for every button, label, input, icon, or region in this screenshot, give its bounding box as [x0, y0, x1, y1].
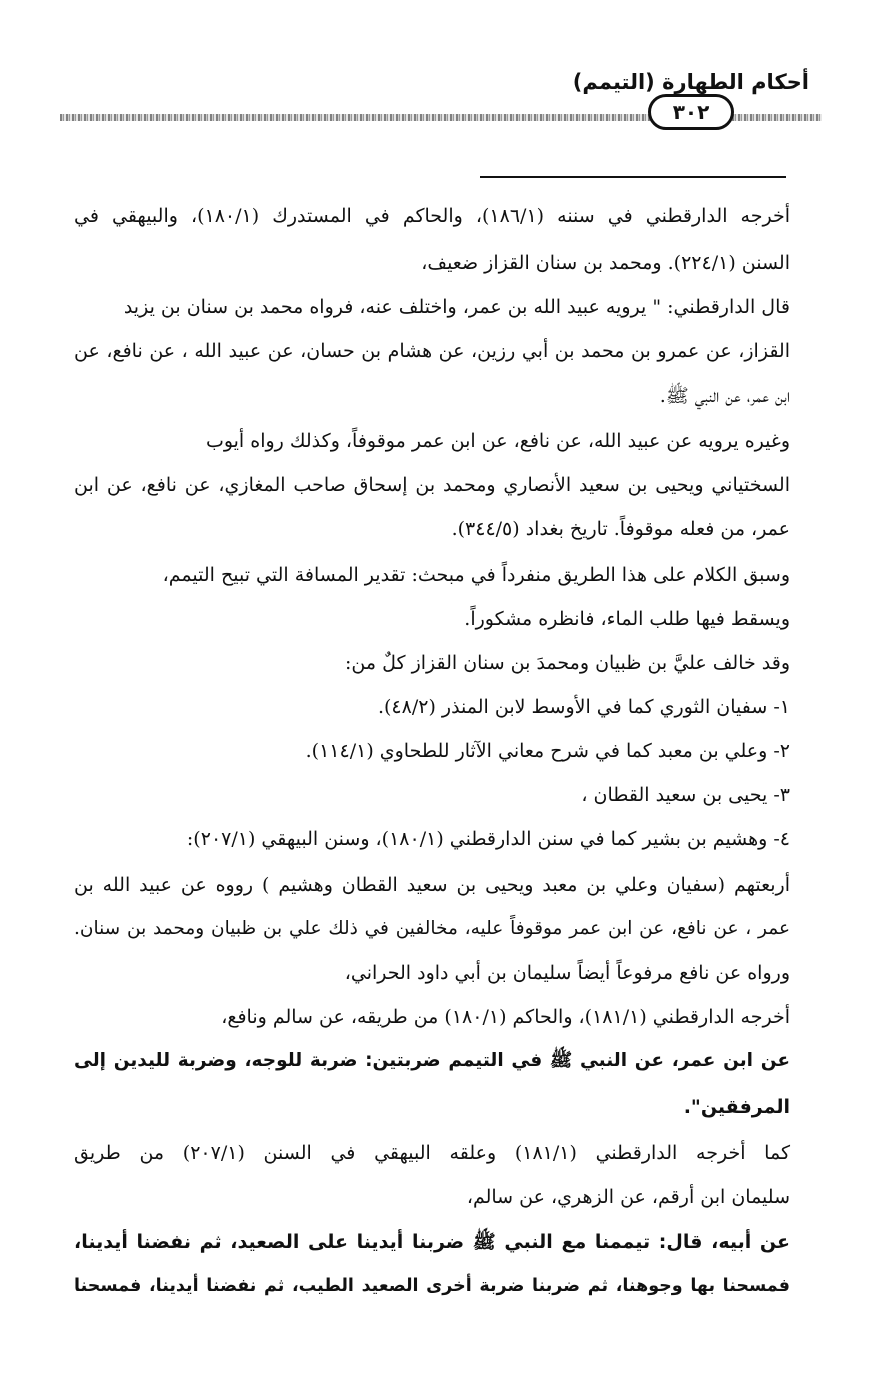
- text-line: السختياني ويحيى بن سعيد الأنصاري ومحمد بن إسحاق صاحب المغازي، عن نافع، عن ابن: [74, 474, 790, 496]
- text-line: ويسقط فيها طلب الماء، فانظره مشكوراً.: [464, 608, 790, 630]
- list-item: ٣- يحيى بن سعيد القطان ،: [581, 784, 790, 806]
- text-line: ابن عمر، عن النبي ﷺ.: [659, 385, 790, 407]
- text-line: أخرجه الدارقطني (١٨١/١)، والحاكم (١٨٠/١) من طريقه، عن سالم ونافع،: [221, 1006, 790, 1028]
- page-number: ٣٠٢: [648, 94, 734, 130]
- list-item: ٢- وعلي بن معبد كما في شرح معاني الآثار للطحاوي (١١٤/١).: [305, 740, 790, 762]
- text-line: أربعتهم (سفيان وعلي بن معبد ويحيى بن سعيد القطان وهشيم ) رووه عن عبيد الله بن: [74, 874, 790, 896]
- text-line: أخرجه الدارقطني في سننه (١٨٦/١)، والحاكم في المستدرك (١٨٠/١)، والبيهقي في: [74, 205, 790, 227]
- text-line: وقد خالف عليَّ بن ظبيان ومحمدَ بن سنان القزاز كلٌ من:: [345, 652, 790, 674]
- hadith-text-line: عن ابن عمر، عن النبي ﷺ في التيمم ضربتين: ضربة للوجه، وضربة لليدين إلى: [74, 1050, 790, 1071]
- text-line: وسبق الكلام على هذا الطريق منفرداً في مبحث: تقدير المسافة التي تبيح التيمم،: [162, 564, 790, 586]
- list-item: ٤- وهشيم بن بشير كما في سنن الدارقطني (١٨٠/١)، وسنن البيهقي (٢٠٧/١):: [186, 828, 790, 850]
- text-line: قال الدارقطني: " يرويه عبيد الله بن عمر، واختلف عنه، فرواه محمد بن سنان بن يزيد: [123, 296, 790, 318]
- running-title: أحكام الطهارة (التيمم): [572, 70, 809, 94]
- text-line: عمر ، عن نافع، عن ابن عمر موقوفاً عليه، مخالفين في ذلك علي بن ظبيان ومحمد بن سنان.: [74, 918, 790, 939]
- text-line: ورواه عن نافع مرفوعاً أيضاً سليمان بن أبي داود الحراني،: [344, 962, 790, 984]
- list-item: ١- سفيان الثوري كما في الأوسط لابن المنذر (٤٨/٢).: [377, 696, 790, 718]
- text-line: عمر، من فعله موقوفاً. تاريخ بغداد (٣٤٤/٥).: [451, 518, 790, 540]
- text-line: سليمان ابن أرقم، عن الزهري، عن سالم،: [466, 1186, 790, 1208]
- text-line: وغيره يرويه عن عبيد الله، عن نافع، عن ابن عمر موقوفاً، وكذلك رواه أيوب: [205, 430, 790, 452]
- hadith-text-line: المرفقين".: [683, 1096, 790, 1118]
- text-line: كما أخرجه الدارقطني (١٨١/١) وعلقه البيهقي في السنن (٢٠٧/١) من طريق: [74, 1142, 790, 1164]
- text-line: السنن (٢٢٤/١). ومحمد بن سنان القزاز ضعيف،: [421, 252, 790, 274]
- hadith-text-line: عن أبيه، قال: تيممنا مع النبي ﷺ ضربنا أيدينا على الصعيد، ثم نفضنا أيدينا،: [74, 1231, 790, 1253]
- footnote-rule: [480, 176, 786, 178]
- hadith-text-line: فمسحنا بها وجوهنا، ثم ضربنا ضربة أخرى الصعيد الطيب، ثم نفضنا أيدينا، فمسحنا: [74, 1276, 790, 1296]
- text-line: القزاز، عن عمرو بن محمد بن أبي رزين، عن هشام بن حسان، عن عبيد الله ، عن نافع، عن: [74, 340, 790, 362]
